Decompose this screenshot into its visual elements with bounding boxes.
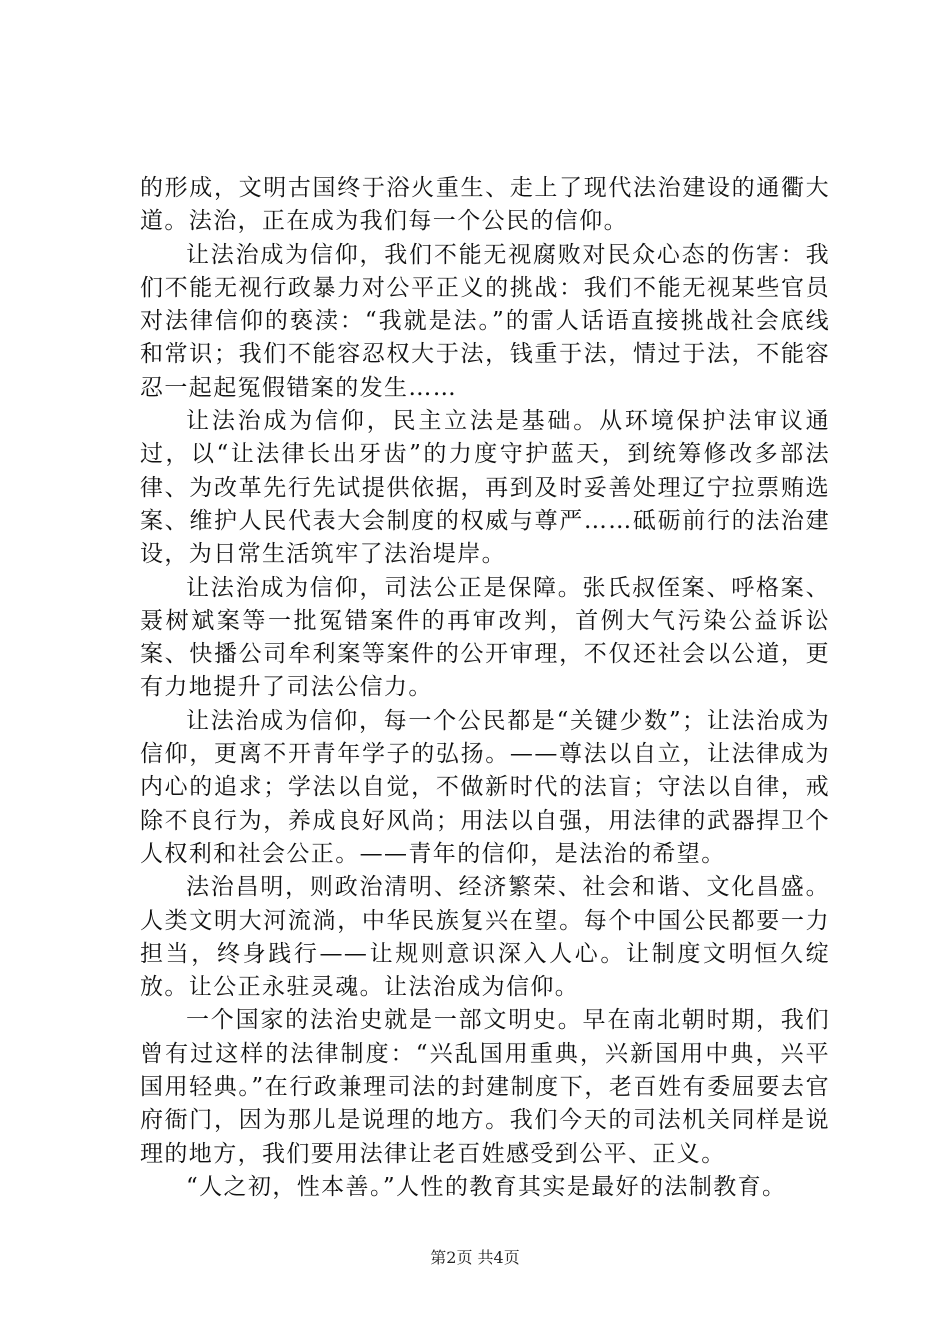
paragraph: 让法治成为信仰，每一个公民都是“关键少数”；让法治成为信仰，更离不开青年学子的弘扬。——尊法以自立，让法律成为内心的追求；学法以自觉，不做新时代的法盲；守法以自律，戒除不良行为，养成良好风尚；用法以自强，用法律的武器捍卫个人权利和社会公正。——青年的信仰，是法治的希望。 (140, 707, 830, 867)
document-body (140, 172, 830, 1204)
paragraph: 让法治成为信仰，我们不能无视腐败对民众心态的伤害：我们不能无视行政暴力对公平正义的挑战：我们不能无视某些官员对法律信仰的亵渎：“我就是法。”的雷人话语直接挑战社会底线和常识；我们不能容忍权大于法，钱重于法，情过于法，不能容忍一起起冤假错案的发生…… (140, 241, 830, 401)
paragraph-continuation: 的形成，文明古国终于浴火重生、走上了现代法治建设的通衢大道。法治，正在成为我们每一个公民的信仰。 (140, 175, 830, 235)
paragraph: 一个国家的法治史就是一部文明史。早在南北朝时期，我们曾有过这样的法律制度：“兴乱国用重典，兴新国用中典，兴平国用轻典。”在行政兼理司法的封建制度下，老百姓有委屈要去官府衙门，因为那儿是说理的地方。我们今天的司法机关同样是说理的地方，我们要用法律让老百姓感受到公平、正义。 (140, 1007, 830, 1167)
paragraph: 让法治成为信仰，司法公正是保障。张氏叔侄案、呼格案、聂树斌案等一批冤错案件的再审改判，首例大气污染公益诉讼案、快播公司牟利案等案件的公开审理，不仅还社会以公道，更有力地提升了司法公信力。 (140, 574, 830, 701)
page-footer: 第2页 共4页 (430, 1248, 520, 1267)
paragraph: 让法治成为信仰，民主立法是基础。从环境保护法审议通过，以“让法律长出牙齿”的力度守护蓝天，到统筹修改多部法律、为改革先行先试提供依据，再到及时妥善处理辽宁拉票贿选案、维护人民代表大会制度的权威与尊严……砥砺前行的法治建设，为日常生活筑牢了法治堤岸。 (140, 408, 830, 568)
paragraph: “人之初，性本善。”人性的教育其实是最好的法制教育。 (186, 1173, 787, 1200)
paragraph: 法治昌明，则政治清明、经济繁荣、社会和谐、文化昌盛。人类文明大河流淌，中华民族复兴在望。每个中国公民都要一力担当，终身践行——让规则意识深入人心。让制度文明恒久绽放。让公正永驻灵魂。让法治成为信仰。 (140, 874, 830, 1001)
